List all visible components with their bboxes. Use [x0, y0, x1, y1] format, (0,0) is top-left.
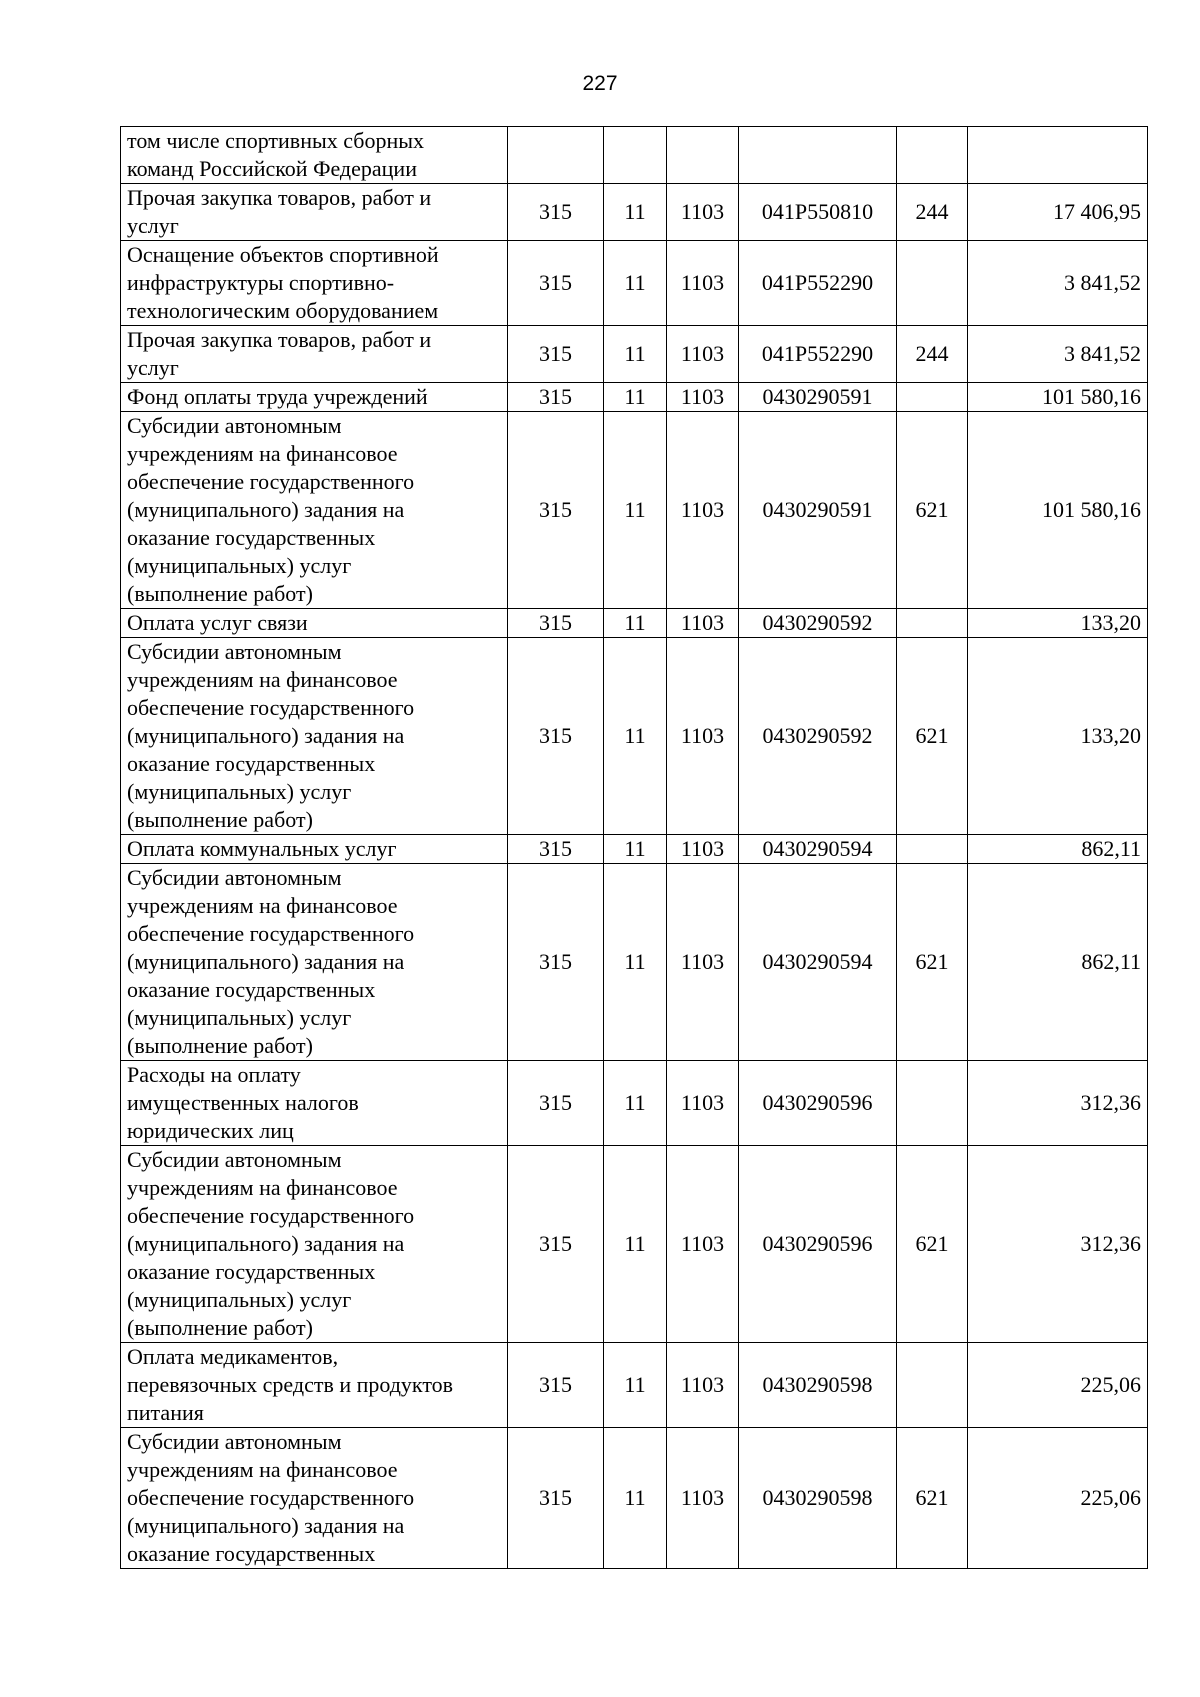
administrator-code-cell: 315: [508, 1061, 604, 1146]
administrator-code-cell: 315: [508, 326, 604, 383]
section-code-cell: [604, 127, 667, 184]
expense-type-code-cell: 621: [897, 1146, 968, 1343]
administrator-code-cell: 315: [508, 184, 604, 241]
target-article-code-cell: 0430290592: [739, 638, 897, 835]
amount-cell: 133,20: [968, 609, 1148, 638]
subsection-code-cell: 1103: [667, 1343, 739, 1428]
amount-cell: 101 580,16: [968, 412, 1148, 609]
section-code-cell: 11: [604, 412, 667, 609]
administrator-code-cell: 315: [508, 1428, 604, 1569]
section-code-cell: 11: [604, 1428, 667, 1569]
subsection-code-cell: 1103: [667, 1061, 739, 1146]
table-row: [121, 864, 1148, 1061]
table-row: [121, 412, 1148, 609]
section-code-cell: 11: [604, 1061, 667, 1146]
table-row: [121, 383, 1148, 412]
subsection-code-cell: 1103: [667, 383, 739, 412]
expense-name-cell: Оплата медикаментов, перевязочных средств и продуктов питания: [121, 1343, 508, 1428]
target-article-code-cell: 0430290591: [739, 412, 897, 609]
expense-type-code-cell: [897, 1343, 968, 1428]
subsection-code-cell: 1103: [667, 609, 739, 638]
amount-cell: 3 841,52: [968, 326, 1148, 383]
expense-type-code-cell: 621: [897, 864, 968, 1061]
amount-cell: 17 406,95: [968, 184, 1148, 241]
target-article-code-cell: 0430290592: [739, 609, 897, 638]
amount-cell: 312,36: [968, 1146, 1148, 1343]
expense-name-cell: том числе спортивных сборных команд Российской Федерации: [121, 127, 508, 184]
table-body: [121, 127, 1148, 1569]
subsection-code-cell: 1103: [667, 241, 739, 326]
expense-name-cell: Оплата коммунальных услуг: [121, 835, 508, 864]
expense-name-cell: Субсидии автономным учреждениям на финансовое обеспечение государственного (муниципального) задания на оказание государственных (муниципальных) услуг (выполнение работ): [121, 1146, 508, 1343]
expense-name-cell: Прочая закупка товаров, работ и услуг: [121, 326, 508, 383]
target-article-code-cell: 041P550810: [739, 184, 897, 241]
table-row: [121, 127, 1148, 184]
subsection-code-cell: 1103: [667, 184, 739, 241]
expense-type-code-cell: 244: [897, 184, 968, 241]
amount-cell: 862,11: [968, 864, 1148, 1061]
expense-name-cell: Оплата услуг связи: [121, 609, 508, 638]
amount-cell: 133,20: [968, 638, 1148, 835]
administrator-code-cell: 315: [508, 1146, 604, 1343]
amount-cell: [968, 127, 1148, 184]
table-row: [121, 835, 1148, 864]
amount-cell: 312,36: [968, 1061, 1148, 1146]
target-article-code-cell: 0430290591: [739, 383, 897, 412]
expense-name-cell: Субсидии автономным учреждениям на финансовое обеспечение государственного (муниципального) задания на оказание государственных: [121, 1428, 508, 1569]
section-code-cell: 11: [604, 241, 667, 326]
target-article-code-cell: [739, 127, 897, 184]
expense-name-cell: Фонд оплаты труда учреждений: [121, 383, 508, 412]
target-article-code-cell: 0430290598: [739, 1428, 897, 1569]
subsection-code-cell: 1103: [667, 835, 739, 864]
section-code-cell: 11: [604, 1146, 667, 1343]
section-code-cell: 11: [604, 835, 667, 864]
target-article-code-cell: 041P552290: [739, 326, 897, 383]
section-code-cell: 11: [604, 383, 667, 412]
target-article-code-cell: 0430290596: [739, 1061, 897, 1146]
table-row: [121, 1428, 1148, 1569]
section-code-cell: 11: [604, 1343, 667, 1428]
administrator-code-cell: [508, 127, 604, 184]
administrator-code-cell: 315: [508, 638, 604, 835]
section-code-cell: 11: [604, 184, 667, 241]
table-row: [121, 609, 1148, 638]
expense-type-code-cell: [897, 609, 968, 638]
table-row: [121, 1146, 1148, 1343]
target-article-code-cell: 0430290594: [739, 835, 897, 864]
amount-cell: 862,11: [968, 835, 1148, 864]
administrator-code-cell: 315: [508, 835, 604, 864]
target-article-code-cell: 0430290594: [739, 864, 897, 1061]
subsection-code-cell: 1103: [667, 326, 739, 383]
page-number: 227: [582, 72, 618, 95]
subsection-code-cell: 1103: [667, 1146, 739, 1343]
section-code-cell: 11: [604, 864, 667, 1061]
expense-name-cell: Прочая закупка товаров, работ и услуг: [121, 184, 508, 241]
expense-type-code-cell: 621: [897, 638, 968, 835]
table-row: [121, 241, 1148, 326]
administrator-code-cell: 315: [508, 412, 604, 609]
expense-name-cell: Субсидии автономным учреждениям на финансовое обеспечение государственного (муниципального) задания на оказание государственных (муниципальных) услуг (выполнение работ): [121, 638, 508, 835]
expense-name-cell: Оснащение объектов спортивной инфраструктуры спортивно- технологическим оборудованием: [121, 241, 508, 326]
target-article-code-cell: 041P552290: [739, 241, 897, 326]
expense-name-cell: Субсидии автономным учреждениям на финансовое обеспечение государственного (муниципального) задания на оказание государственных (муниципальных) услуг (выполнение работ): [121, 412, 508, 609]
amount-cell: 101 580,16: [968, 383, 1148, 412]
amount-cell: 3 841,52: [968, 241, 1148, 326]
table-row: [121, 326, 1148, 383]
expense-type-code-cell: 244: [897, 326, 968, 383]
amount-cell: 225,06: [968, 1343, 1148, 1428]
target-article-code-cell: 0430290598: [739, 1343, 897, 1428]
subsection-code-cell: [667, 127, 739, 184]
administrator-code-cell: 315: [508, 1343, 604, 1428]
table-row: [121, 184, 1148, 241]
subsection-code-cell: 1103: [667, 864, 739, 1061]
administrator-code-cell: 315: [508, 609, 604, 638]
administrator-code-cell: 315: [508, 241, 604, 326]
expense-type-code-cell: [897, 1061, 968, 1146]
expense-type-code-cell: [897, 835, 968, 864]
table-row: [121, 1061, 1148, 1146]
expense-name-cell: Расходы на оплату имущественных налогов юридических лиц: [121, 1061, 508, 1146]
expense-name-cell: Субсидии автономным учреждениям на финансовое обеспечение государственного (муниципального) задания на оказание государственных (муниципальных) услуг (выполнение работ): [121, 864, 508, 1061]
subsection-code-cell: 1103: [667, 1428, 739, 1569]
subsection-code-cell: 1103: [667, 638, 739, 835]
subsection-code-cell: 1103: [667, 412, 739, 609]
section-code-cell: 11: [604, 609, 667, 638]
expense-type-code-cell: 621: [897, 1428, 968, 1569]
table-row: [121, 1343, 1148, 1428]
target-article-code-cell: 0430290596: [739, 1146, 897, 1343]
budget-table: [120, 126, 1148, 1569]
administrator-code-cell: 315: [508, 864, 604, 1061]
section-code-cell: 11: [604, 638, 667, 835]
expense-type-code-cell: [897, 383, 968, 412]
administrator-code-cell: 315: [508, 383, 604, 412]
expense-type-code-cell: 621: [897, 412, 968, 609]
section-code-cell: 11: [604, 326, 667, 383]
table-row: [121, 638, 1148, 835]
expense-type-code-cell: [897, 127, 968, 184]
amount-cell: 225,06: [968, 1428, 1148, 1569]
expense-type-code-cell: [897, 241, 968, 326]
